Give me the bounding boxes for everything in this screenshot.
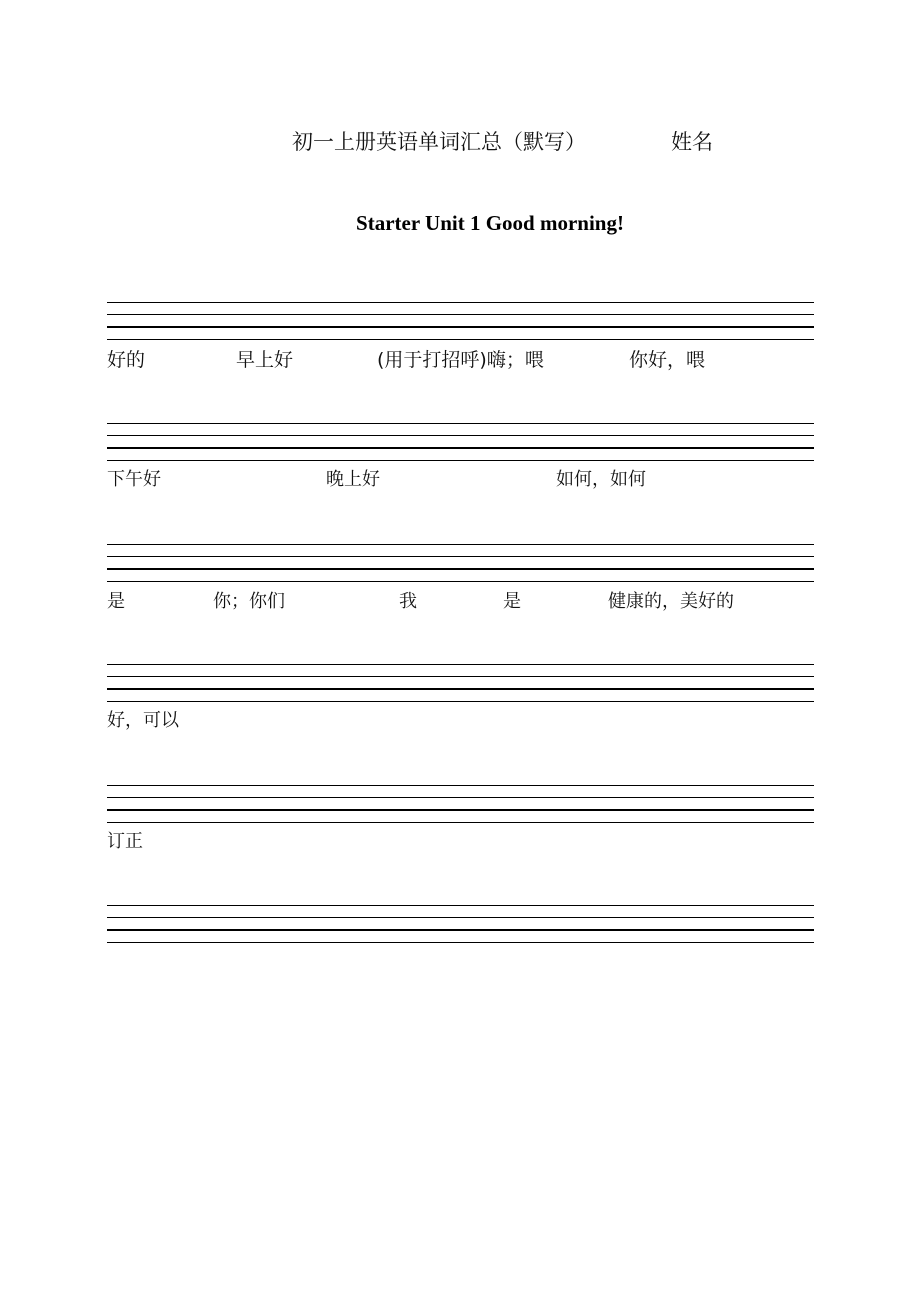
word-row [0, 706, 920, 736]
staff-line [107, 423, 814, 424]
staff-line [107, 544, 814, 545]
word-row [0, 587, 920, 617]
word-prompt: 你好，喂 [629, 349, 706, 371]
staff-line [107, 688, 814, 690]
word-prompt: 健康的，美好的 [608, 591, 734, 612]
staff-line [107, 809, 814, 811]
word-prompt: 早上好 [236, 349, 294, 371]
word-prompt: 如何，如何 [556, 469, 646, 490]
writing-staff[interactable] [107, 785, 814, 825]
word-prompt: 你；你们 [213, 591, 285, 612]
word-row [0, 465, 920, 495]
staff-line [107, 568, 814, 570]
staff-line [107, 556, 814, 557]
staff-line [107, 664, 814, 665]
staff-line [107, 314, 814, 315]
staff-line [107, 676, 814, 677]
word-prompt: 是 [107, 591, 125, 612]
staff-line [107, 435, 814, 436]
staff-line [107, 339, 814, 340]
writing-staff[interactable] [107, 302, 814, 342]
word-prompt: 晚上好 [326, 469, 380, 490]
word-prompt: 我 [399, 591, 417, 612]
writing-staff[interactable] [107, 423, 814, 463]
staff-line [107, 447, 814, 449]
staff-line [107, 701, 814, 702]
staff-line [107, 460, 814, 461]
correction-label: 订正 [107, 831, 143, 852]
unit-title: Starter Unit 1 Good morning! [356, 211, 624, 235]
writing-staff[interactable] [107, 544, 814, 584]
staff-line [107, 822, 814, 823]
word-prompt: 下午好 [107, 469, 161, 490]
writing-staff[interactable] [107, 905, 814, 945]
worksheet-title: 初一上册英语单词汇总（默写） [292, 130, 586, 154]
writing-staff[interactable] [107, 664, 814, 704]
word-prompt: 是 [503, 591, 521, 612]
staff-line [107, 942, 814, 943]
word-prompt: 好，可以 [107, 710, 179, 731]
word-row [0, 827, 920, 857]
word-prompt: 好的 [107, 349, 146, 371]
staff-line [107, 917, 814, 918]
staff-line [107, 326, 814, 328]
word-row [0, 345, 920, 375]
staff-line [107, 929, 814, 931]
staff-line [107, 797, 814, 798]
staff-line [107, 581, 814, 582]
word-prompt: (用于打招呼)嗨；喂 [377, 349, 544, 371]
staff-line [107, 785, 814, 786]
name-label: 姓名 [671, 130, 713, 154]
staff-line [107, 302, 814, 303]
staff-line [107, 905, 814, 906]
